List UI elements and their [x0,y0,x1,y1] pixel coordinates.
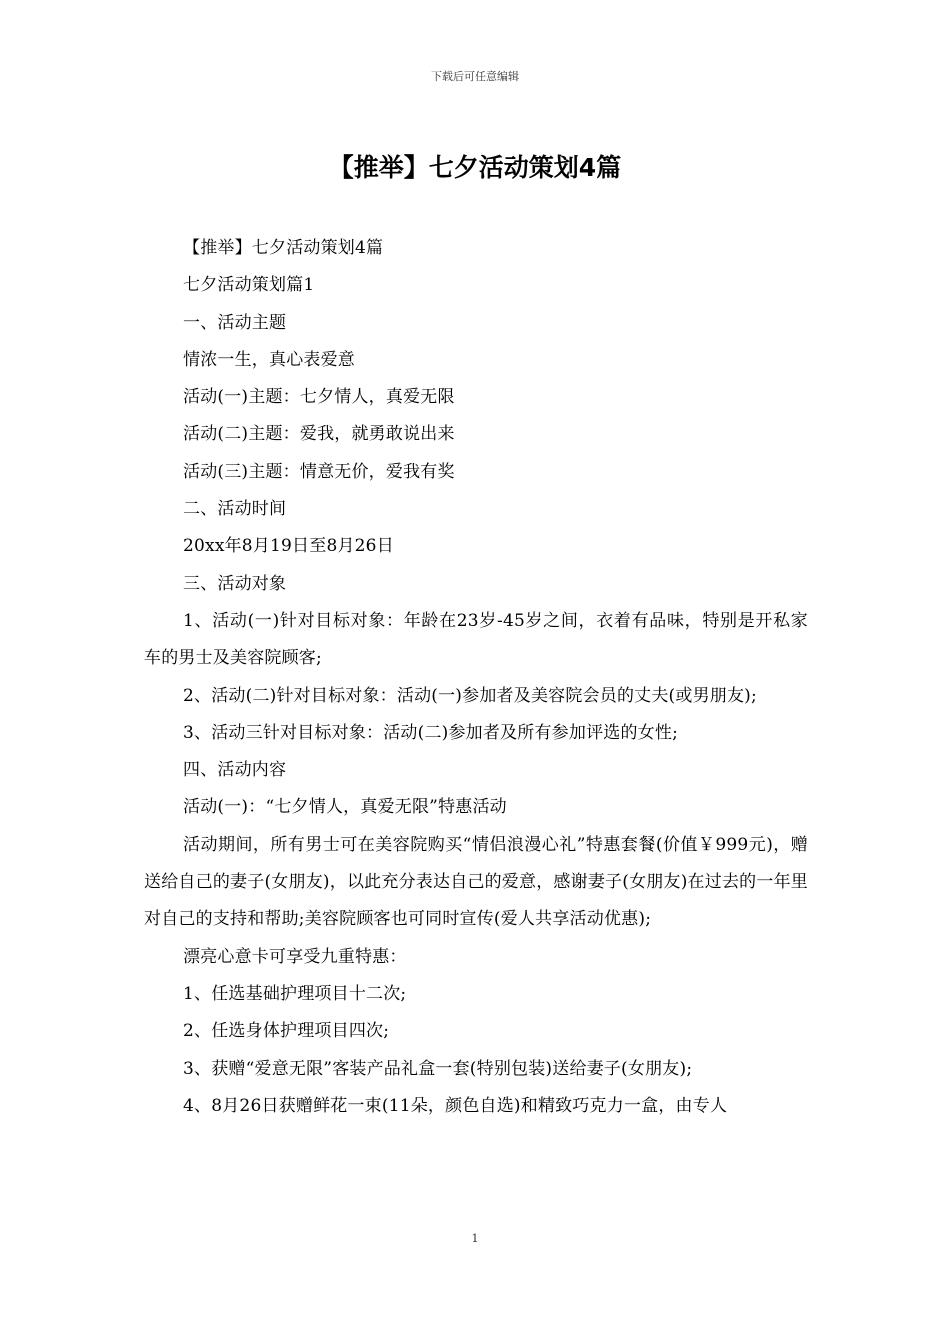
paragraph: 2、任选身体护理项目四次; [183,1021,390,1042]
paragraph: 一、活动主题 [183,312,287,333]
paragraph: 七夕活动策划篇1 [183,275,315,296]
paragraph: 活动(三)主题：情意无价，爱我有奖 [183,461,455,482]
paragraph: 活动期间，所有男士可在美容院购买“情侣浪漫心礼”特惠套餐(价值￥999元)，赠送给自己的妻子(女朋友)，以此充分表达自己的爱意，感谢妻子(女朋友)在过去的一年里对自己的支持和帮助;美容院顾客也可同时宣传(爱人共享活动优惠); [144,834,808,930]
paragraph: 3、获赠“爱意无限”客装产品礼盒一套(特别包装)送给妻子(女朋友); [183,1058,693,1079]
paragraph: 情浓一生，真心表爱意 [183,349,355,370]
paragraph: 1、活动(一)针对目标对象：年龄在23岁-45岁之间，衣着有品味，特别是开私家车的男士及美容院顾客; [144,610,808,669]
paragraph: 20xx年8月19日至8月26日 [183,536,394,557]
paragraph: 活动(二)主题：爱我，就勇敢说出来 [183,424,455,445]
paragraph: 活动(一)主题：七夕情人，真爱无限 [183,387,455,408]
paragraph: 漂亮心意卡可享受九重特惠： [183,946,407,967]
page-number: 1 [471,1232,479,1245]
paragraph: 三、活动对象 [183,573,287,594]
paragraph: 【推举】七夕活动策划4篇 [183,238,384,258]
paragraph: 四、活动内容 [183,760,287,781]
paragraph: 二、活动时间 [183,499,287,520]
paragraph: 1、任选基础护理项目十二次; [183,983,407,1004]
document-title: 【推举】七夕活动策划4篇 [328,153,622,182]
paragraph: 2、活动(二)针对目标对象：活动(一)参加者及美容院会员的丈夫(或男朋友); [183,685,757,706]
paragraph: 4、8月26日获赠鲜花一束(11朵，颜色自选)和精致巧克力一盒，由专人 [183,1095,728,1116]
paragraph: 3、活动三针对目标对象：活动(二)参加者及所有参加评选的女性; [183,722,679,743]
header-note: 下载后可任意编辑 [431,70,519,83]
paragraph: 活动(一)：“七夕情人，真爱无限”特惠活动 [183,797,507,818]
document-body [144,230,808,1125]
